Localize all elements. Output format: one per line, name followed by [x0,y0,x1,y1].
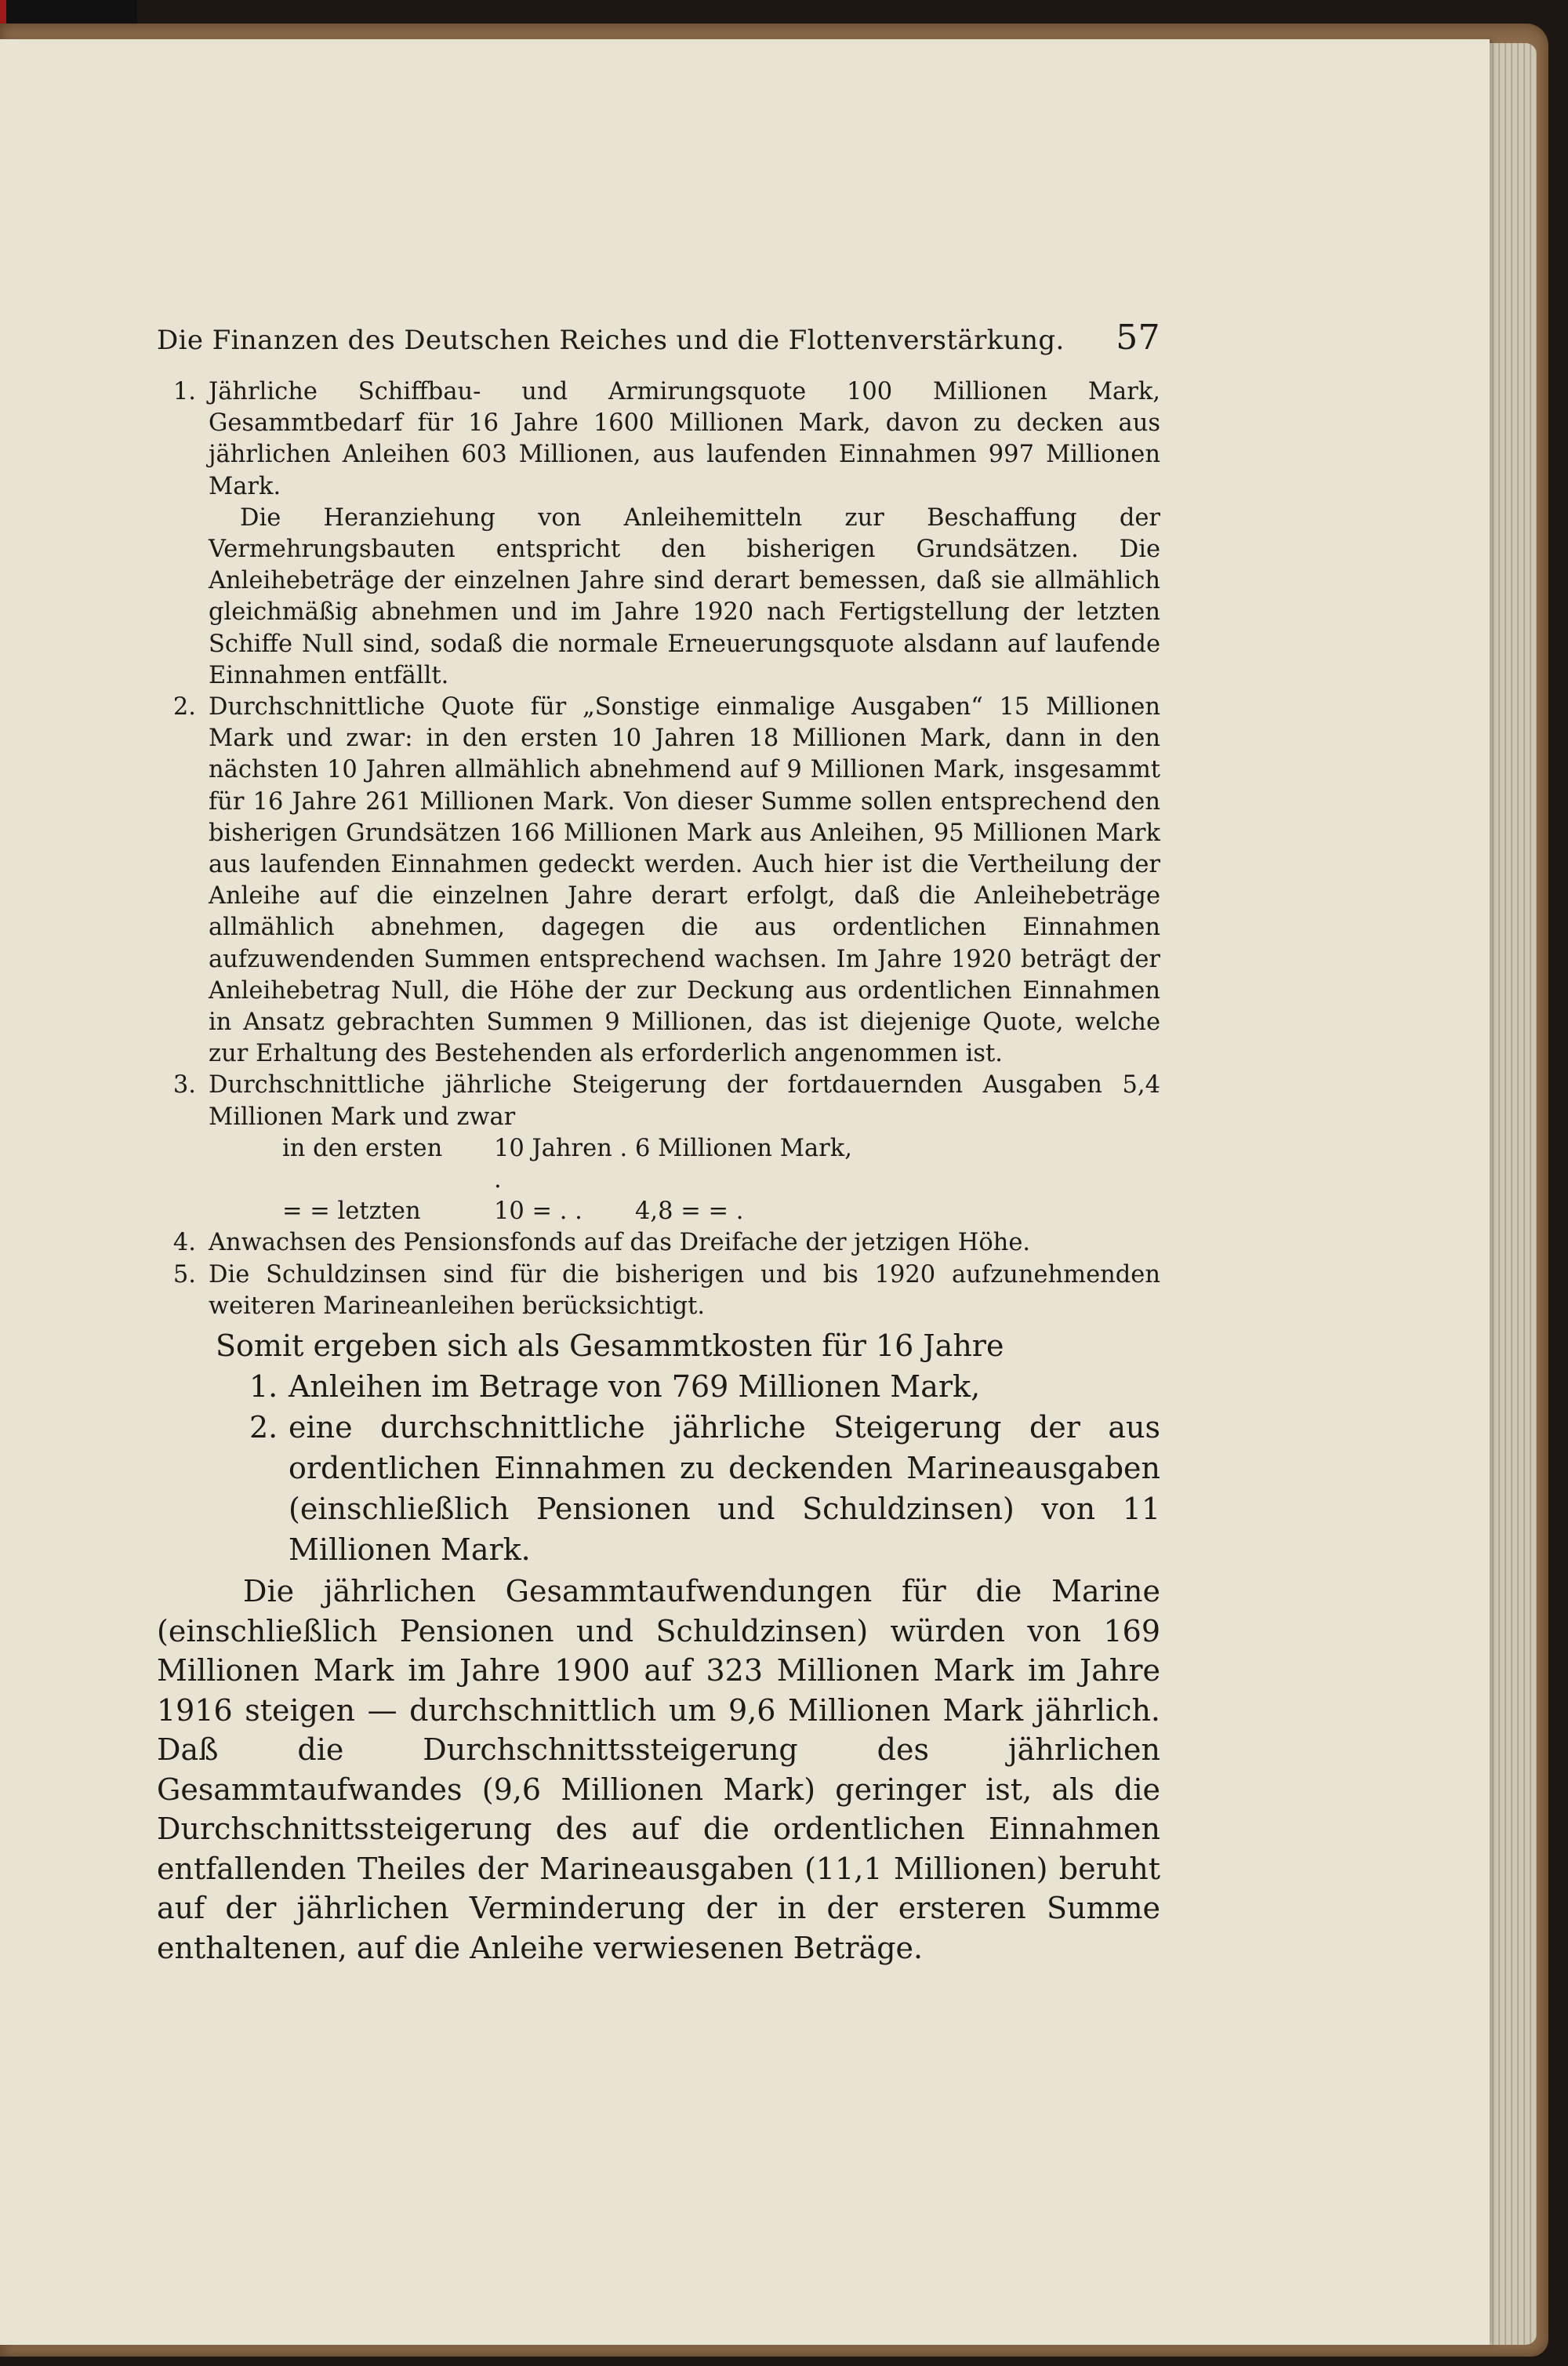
list-item-number: 3. [172,1071,196,1099]
breakdown-amount: 4,8 = = . [635,1198,744,1226]
breakdown-amount: 6 Millionen Mark, [635,1134,852,1162]
summary-lead: Somit ergeben sich als Gesammtkosten für 16 Jahre [216,1328,1004,1364]
list-item [157,1070,1160,1132]
paragraph: Anwachsen des Pensionsfonds auf das Dreifache der jetzigen Höhe. [209,1229,1031,1257]
list-item-number: 1. [172,378,196,405]
text-block [157,318,1160,1968]
summary-item-text: eine durchschnittliche jährliche Steigerung der aus ordentlichen Einnahmen zu deckenden Marineausgaben (einschließlich Pensionen und Schuldzinsen) von 11 Millionen Mark. [289,1410,1160,1568]
list-item-number: 5. [172,1260,196,1288]
breakdown-period: in den ersten [282,1134,443,1162]
list-item [157,1227,1160,1259]
summary-item-text: Anleihen im Betrage von 769 Millionen Mark, [289,1369,981,1405]
paragraph: Durchschnittliche jährliche Steigerung der fortdauernden Ausgaben 5,4 Millionen Mark und zwar [209,1071,1160,1131]
summary-item-number: 1. [249,1369,278,1405]
list-item [157,376,1160,692]
summary-block [157,1325,1160,1570]
paragraph: Die Schuldzinsen sind für die bisherigen und bis 1920 aufzunehmenden weiteren Marineanleihen berücksichtigt. [209,1260,1160,1320]
paragraph: Die Heranziehung von Anleihemitteln zur Beschaffung der Vermehrungsbauten entspricht den bisherigen Grundsätzen. Die Anleihebeträge der einzelnen Jahre sind derart bemessen, daß sie allmählich gleichmäßig abnehmen und im Jahre 1920 nach Fertigstellung der letzten Schiffe Null sind, sodaß die normale Erneuerungsquote alsdann auf laufende Einnahmen entfällt. [209,503,1160,689]
list-item [157,692,1160,1070]
running-header [157,318,1160,376]
list-item-number: 4. [172,1229,196,1257]
list-item [157,1259,1160,1322]
breakdown-years: 10 = . . [494,1198,583,1226]
breakdown-row [157,1196,1160,1227]
book-page [0,39,1490,2345]
closing-paragraph: Die jährlichen Gesammtaufwendungen für die Marine (einschließlich Pensionen und Schuldzinsen) würden von 169 Millionen Mark im Jahre 1900 auf 323 Millionen Mark im Jahre 1916 steigen — durchschnittlich um 9,6 Millionen Mark jährlich. Daß die Durchschnittssteigerung des jährlichen Gesammtaufwandes (9,6 Millionen Mark) geringer ist, als die Durchschnittssteigerung des auf die ordentlichen Einnahmen entfallenden Theiles der Marineausgaben (11,1 Millionen) beruht auf der jährlichen Verminderung der in der ersteren Summe enthaltenen, auf die Anleihe verwiesenen Beträge. [157,1574,1160,1965]
breakdown-period: = = letzten [282,1198,421,1226]
page-number: 57 [1116,318,1160,358]
summary-item [157,1366,1160,1407]
summary-item-number: 2. [249,1410,278,1445]
summary-item [157,1407,1160,1570]
paragraph: Jährliche Schiffbau- und Armirungsquote 100 Millionen Mark, Gesammtbedarf für 16 Jahre 1600 Millionen Mark, davon zu decken aus jährlichen Anleihen 603 Millionen, aus laufenden Einnahmen 997 Millionen Mark. [209,378,1160,500]
running-title: Die Finanzen des Deutschen Reiches und die Flottenverstärkung. [157,325,1065,356]
list-item-number: 2. [172,693,196,721]
closing-paragraph-block [157,1572,1160,1968]
breakdown-years: 10 Jahren . . [494,1134,628,1194]
breakdown-row [157,1133,1160,1196]
paragraph: Durchschnittliche Quote für „Sonstige einmalige Ausgaben“ 15 Millionen Mark und zwar: in den ersten 10 Jahren 18 Millionen Mark, dann in den nächsten 10 Jahren allmählich abnehmend auf 9 Millionen Mark, insgesammt für 16 Jahre 261 Millionen Mark. Von dieser Summe sollen entsprechend den bisherigen Grundsätzen 166 Millionen Mark aus Anleihen, 95 Millionen Mark aus laufenden Einnahmen gedeckt werden. Auch hier ist die Vertheilung der Anleihe auf die einzelnen Jahre derart erfolgt, daß die Anleihebeträge allmählich abnehmen, dagegen die aus ordentlichen Einnahmen aufzuwendenden Summen entsprechend wachsen. Im Jahre 1920 beträgt der Anleihebetrag Null, die Höhe der zur Deckung aus ordentlichen Einnahmen in Ansatz gebrachten Summen 9 Millionen, das ist diejenige Quote, welche zur Erhaltung des Bestehenden als erforderlich angenommen ist. [209,693,1160,1068]
